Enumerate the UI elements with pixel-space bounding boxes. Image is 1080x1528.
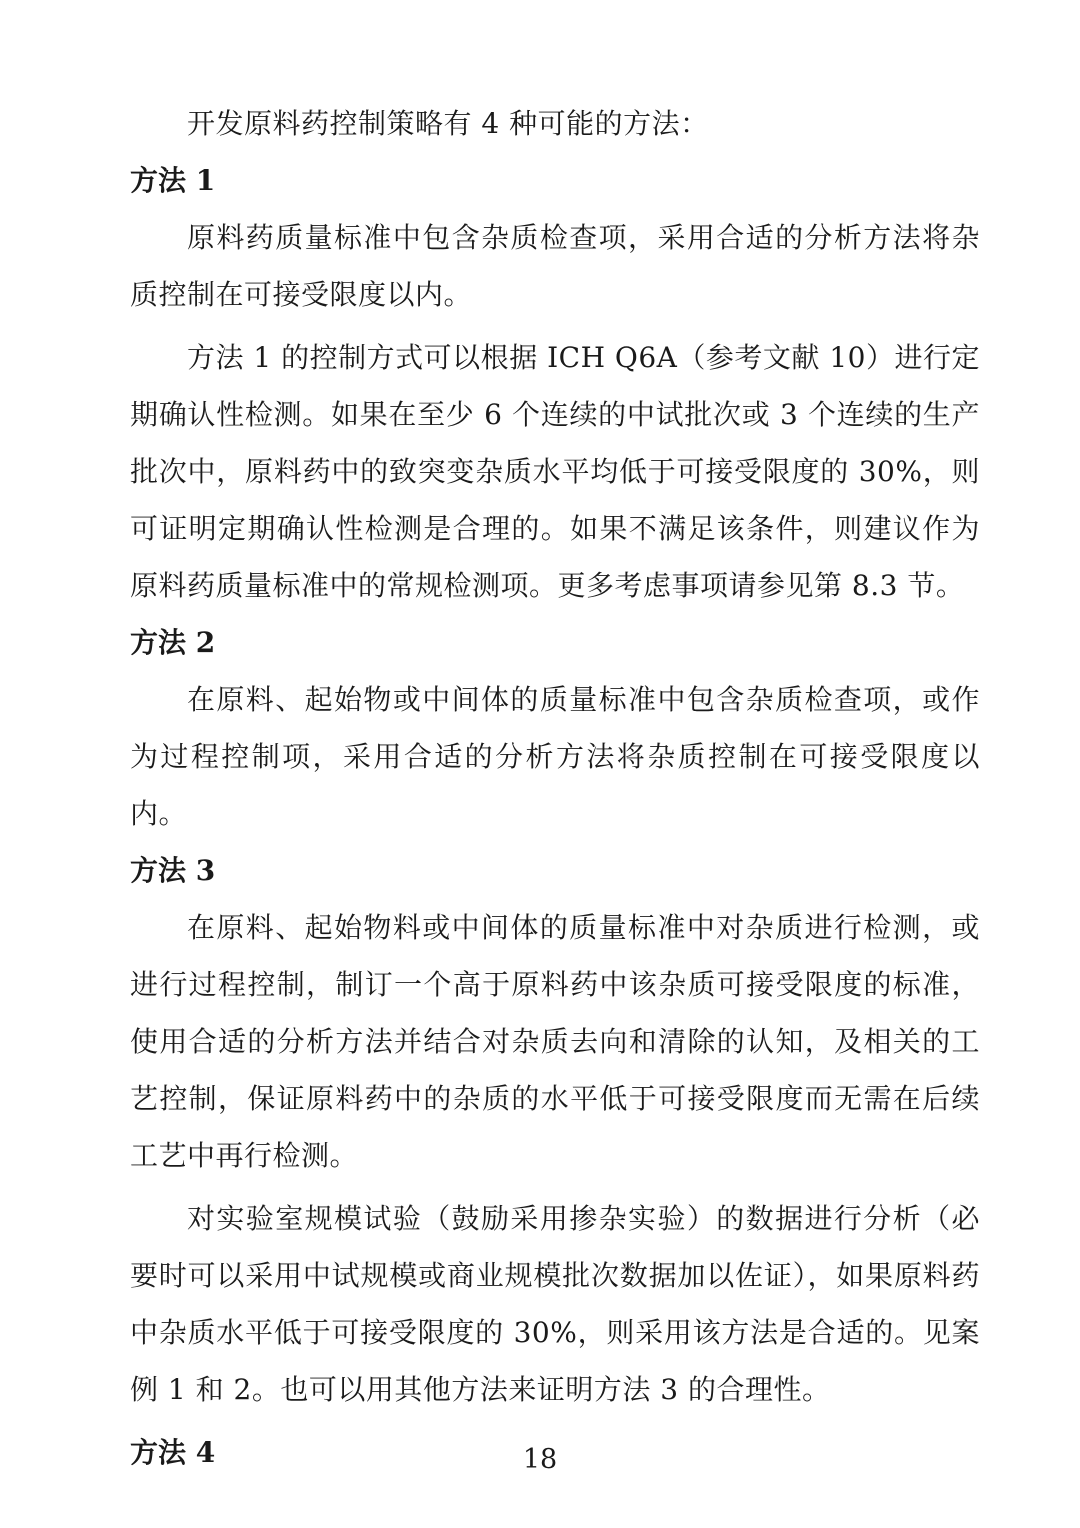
method2-paragraph-1: 在原料、起始物或中间体的质量标准中包含杂质检查项，或作为过程控制项，采用合适的分析方法将杂质控制在可接受限度以内。 bbox=[130, 683, 980, 830]
method2-heading: 方法 2 bbox=[130, 626, 216, 659]
method1-paragraph-1: 原料药质量标准中包含杂质检查项，采用合适的分析方法将杂质控制在可接受限度以内。 bbox=[130, 221, 980, 311]
method3-paragraph-2: 对实验室规模试验（鼓励采用掺杂实验）的数据进行分析（必要时可以采用中试规模或商业规模批次数据加以佐证），如果原料药中杂质水平低于可接受限度的 30%，则采用该方法是合适的。见案例 1 和 2。也可以用其他方法来证明方法 3 的合理性。 bbox=[130, 1202, 980, 1406]
intro-paragraph: 开发原料药控制策略有 4 种可能的方法： bbox=[187, 107, 709, 140]
method4-heading: 方法 4 bbox=[130, 1436, 216, 1469]
page-number: 18 bbox=[522, 1444, 558, 1475]
method3-heading: 方法 3 bbox=[130, 854, 216, 887]
method1-paragraph-2: 方法 1 的控制方式可以根据 ICH Q6A（参考文献 10）进行定期确认性检测。如果在至少 6 个连续的中试批次或 3 个连续的生产批次中，原料药中的致突变杂质水平均低于可接受限度的 30%，则可证明定期确认性检测是合理的。如果不满足该条件，则建议作为原料药质量标准中的常规检测项。更多考虑事项请参见第 8.3 节。 bbox=[130, 341, 980, 602]
method3-paragraph-1: 在原料、起始物料或中间体的质量标准中对杂质进行检测，或进行过程控制，制订一个高于原料药中该杂质可接受限度的标准，使用合适的分析方法并结合对杂质去向和清除的认知，及相关的工艺控制，保证原料药中的杂质的水平低于可接受限度而无需在后续工艺中再行检测。 bbox=[130, 911, 980, 1172]
document-body bbox=[130, 95, 980, 1481]
method1-heading: 方法 1 bbox=[130, 164, 216, 197]
